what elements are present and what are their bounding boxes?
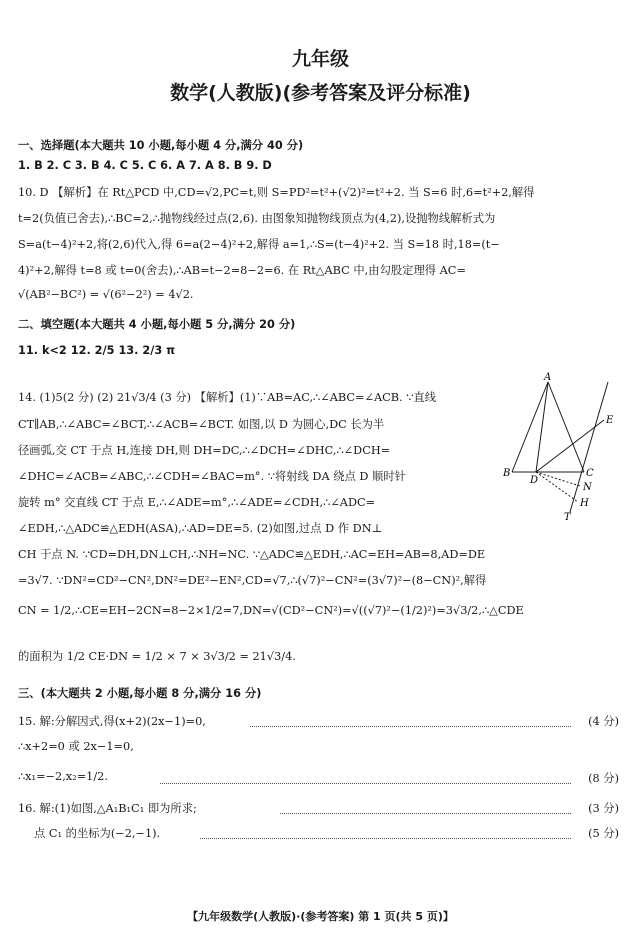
q15-line: ∴x+2=0 或 2x−1=0,: [18, 740, 134, 753]
q10-line: t=2(负值已舍去),∴BC=2,∴抛物线经过点(2,6). 由图象知抛物线顶点为(4,2),设抛物线解析式为: [18, 212, 496, 225]
q16-line: 点 C₁ 的坐标为(−2,−1).: [34, 827, 161, 840]
section-heading: 二、填空题(本大题共 4 小题,每小题 5 分,满分 20 分): [18, 318, 296, 331]
q14-line: =3√7. ∵DN²=CD²−CN²,DN²=DE²−EN²,CD=√7,∴(√7)²−CN²=(3√7)²−(8−CN)²,解得: [18, 574, 487, 587]
q14-line: ∠DHC=∠ACB=∠ABC,∴∠CDH=∠BAC=m°. ∵将射线 DA 绕点 D 顺时针: [18, 470, 406, 483]
q14-line: 的面积为 1/2 CE·DN = 1/2 × 7 × 3√3/2 = 21√3/4.: [18, 650, 296, 663]
q16-line: 16. 解:(1)如图,△A₁B₁C₁ 即为所求;: [18, 802, 197, 815]
q15-line: ∴x₁=−2,x₂=1/2.: [18, 770, 108, 783]
q10-line: 4)²+2,解得 t=8 或 t=0(舍去),∴AB=t−2=8−2=6. 在 Rt△ABC 中,由勾股定理得 AC=: [18, 264, 466, 277]
figure-label: N: [583, 482, 592, 493]
q14-line: CT∥AB,∴∠ABC=∠BCT,∴∠ACB=∠BCT. 如图,以 D 为圆心,DC 长为半: [18, 418, 385, 431]
section-heading: 一、选择题(本大题共 10 小题,每小题 4 分,满分 40 分): [18, 139, 304, 152]
score-mark: (3 分): [588, 802, 619, 815]
figure-label: C: [586, 468, 594, 479]
leader-dots: [250, 726, 571, 727]
figure-label: E: [606, 415, 614, 426]
q10-line: √(AB²−BC²) = √(6²−2²) = 4√2.: [18, 288, 194, 301]
q10-line: 10. D 【解析】在 Rt△PCD 中,CD=√2,PC=t,则 S=PD²=t²+(√2)²=t²+2. 当 S=6 时,6=t²+2,解得: [18, 186, 535, 199]
q14-line: 旋转 m° 交直线 CT 于点 E,∴∠ADE=m°,∴∠ADE=∠CDH,∴∠ADC=: [18, 496, 376, 509]
page-title: 九年级: [291, 48, 349, 70]
figure-label: A: [544, 372, 552, 383]
leader-dots: [200, 838, 571, 839]
leader-dots: [160, 783, 571, 784]
page-subtitle: 数学(人教版)(参考答案及评分标准): [170, 82, 471, 104]
q14-line: 14. (1)5(2 分) (2) 21√3/4 (3 分) 【解析】(1)∵AB=AC,∴∠ABC=∠ACB. ∵直线: [18, 391, 437, 404]
figure-label: H: [580, 498, 589, 509]
score-mark: (5 分): [588, 827, 619, 840]
figure-label: D: [530, 475, 539, 486]
q14-line: 径画弧,交 CT 于点 H,连接 DH,则 DH=DC,∴∠DCH=∠DHC,∴∠DCH=: [18, 444, 391, 457]
page-footer: 【九年级数学(人教版)·(参考答案) 第 1 页(共 5 页)】: [187, 910, 454, 923]
section-heading: 三、(本大题共 2 小题,每小题 8 分,满分 16 分): [18, 687, 262, 700]
leader-dots: [280, 813, 571, 814]
figure-label: T: [564, 512, 571, 522]
q15-line: 15. 解:分解因式,得(x+2)(2x−1)=0,: [18, 715, 206, 728]
q14-line: CN = 1/2,∴CE=EH−2CN=8−2×1/2=7,DN=√(CD²−CN²)=√((√7)²−(1/2)²)=3√3/2,∴△CDE: [18, 604, 524, 617]
q14-line: CH 于点 N. ∵CD=DH,DN⊥CH,∴NH=NC. ∵△ADC≌△EDH,∴AC=EH=AB=8,AD=DE: [18, 548, 486, 561]
q14-line: ∠EDH,∴△ADC≌△EDH(ASA),∴AD=DE=5. (2)如图,过点 D 作 DN⊥: [18, 522, 383, 535]
fill-answers: 11. k<2 12. 2/5 13. 2/3 π: [18, 344, 176, 357]
choice-answers: 1. B 2. C 3. B 4. C 5. C 6. A 7. A 8. B 9. D: [18, 159, 272, 172]
score-mark: (8 分): [588, 772, 619, 785]
geometry-figure: [500, 372, 625, 522]
score-mark: (4 分): [588, 715, 619, 728]
figure-label: B: [503, 468, 511, 479]
q10-line: S=a(t−4)²+2,将(2,6)代入,得 6=a(2−4)²+2,解得 a=1,∴S=(t−4)²+2. 当 S=18 时,18=(t−: [18, 238, 500, 251]
